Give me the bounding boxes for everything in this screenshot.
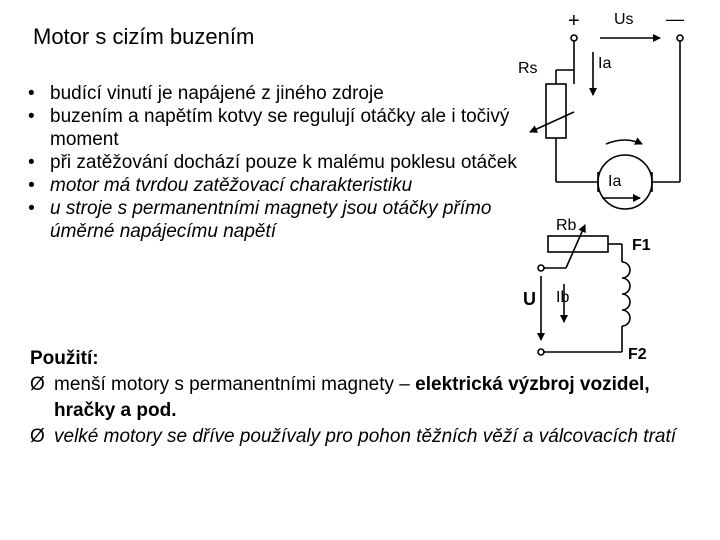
bullet-item: • motor má tvrdou zatěžovací charakteristiku [28, 174, 548, 197]
page-title: Motor s cizím buzením [33, 24, 255, 49]
minus-terminal-icon [677, 35, 683, 41]
ib-label: Ib [556, 289, 570, 306]
us-label: Us [614, 11, 634, 28]
plus-terminal-icon [571, 35, 577, 41]
bullet-item: • buzením a napětím kotvy se regulují otáčky ale i točivý moment [28, 105, 548, 151]
minus-label: — [666, 9, 684, 29]
bullet-item: • u stroje s permanentními magnety jsou otáčky přímo úměrné napájecímu napětí [28, 197, 548, 243]
plus-label: + [568, 10, 580, 32]
rb-label: Rb [556, 217, 577, 234]
u-label: U [523, 289, 536, 309]
ia-motor-label: Ia [608, 173, 622, 190]
usage-item-text: menší motory s permanentními magnety – [54, 374, 410, 395]
bullet-item: • budící vinutí je napájené z jiného zdroje [28, 82, 548, 105]
usage-heading: Použití: [30, 348, 99, 369]
rb-resistor [548, 236, 608, 252]
usage-item-bold: elektrická výzbroj vozidel, hračky a pod. [54, 374, 650, 421]
arrow-bullet-icon: Ø [30, 374, 45, 395]
field-terminal-bottom-icon [538, 349, 544, 355]
ia-top-label: Ia [598, 55, 612, 72]
field-terminal-top-icon [538, 265, 544, 271]
f2-label: F2 [628, 346, 647, 363]
arrow-bullet-icon: Ø [30, 426, 45, 447]
usage-item-text: velké motory se dříve používaly pro pohon těžních věží a válcovacích tratí [54, 426, 677, 447]
rs-resistor [546, 84, 566, 138]
f1-label: F1 [632, 237, 651, 254]
bullet-item: • při zatěžování dochází pouze k malému poklesu otáček [28, 151, 548, 174]
rotation-arrow [606, 140, 642, 144]
field-winding-icon [622, 262, 630, 326]
rs-label: Rs [518, 60, 538, 77]
motor-armature-icon [598, 155, 652, 209]
